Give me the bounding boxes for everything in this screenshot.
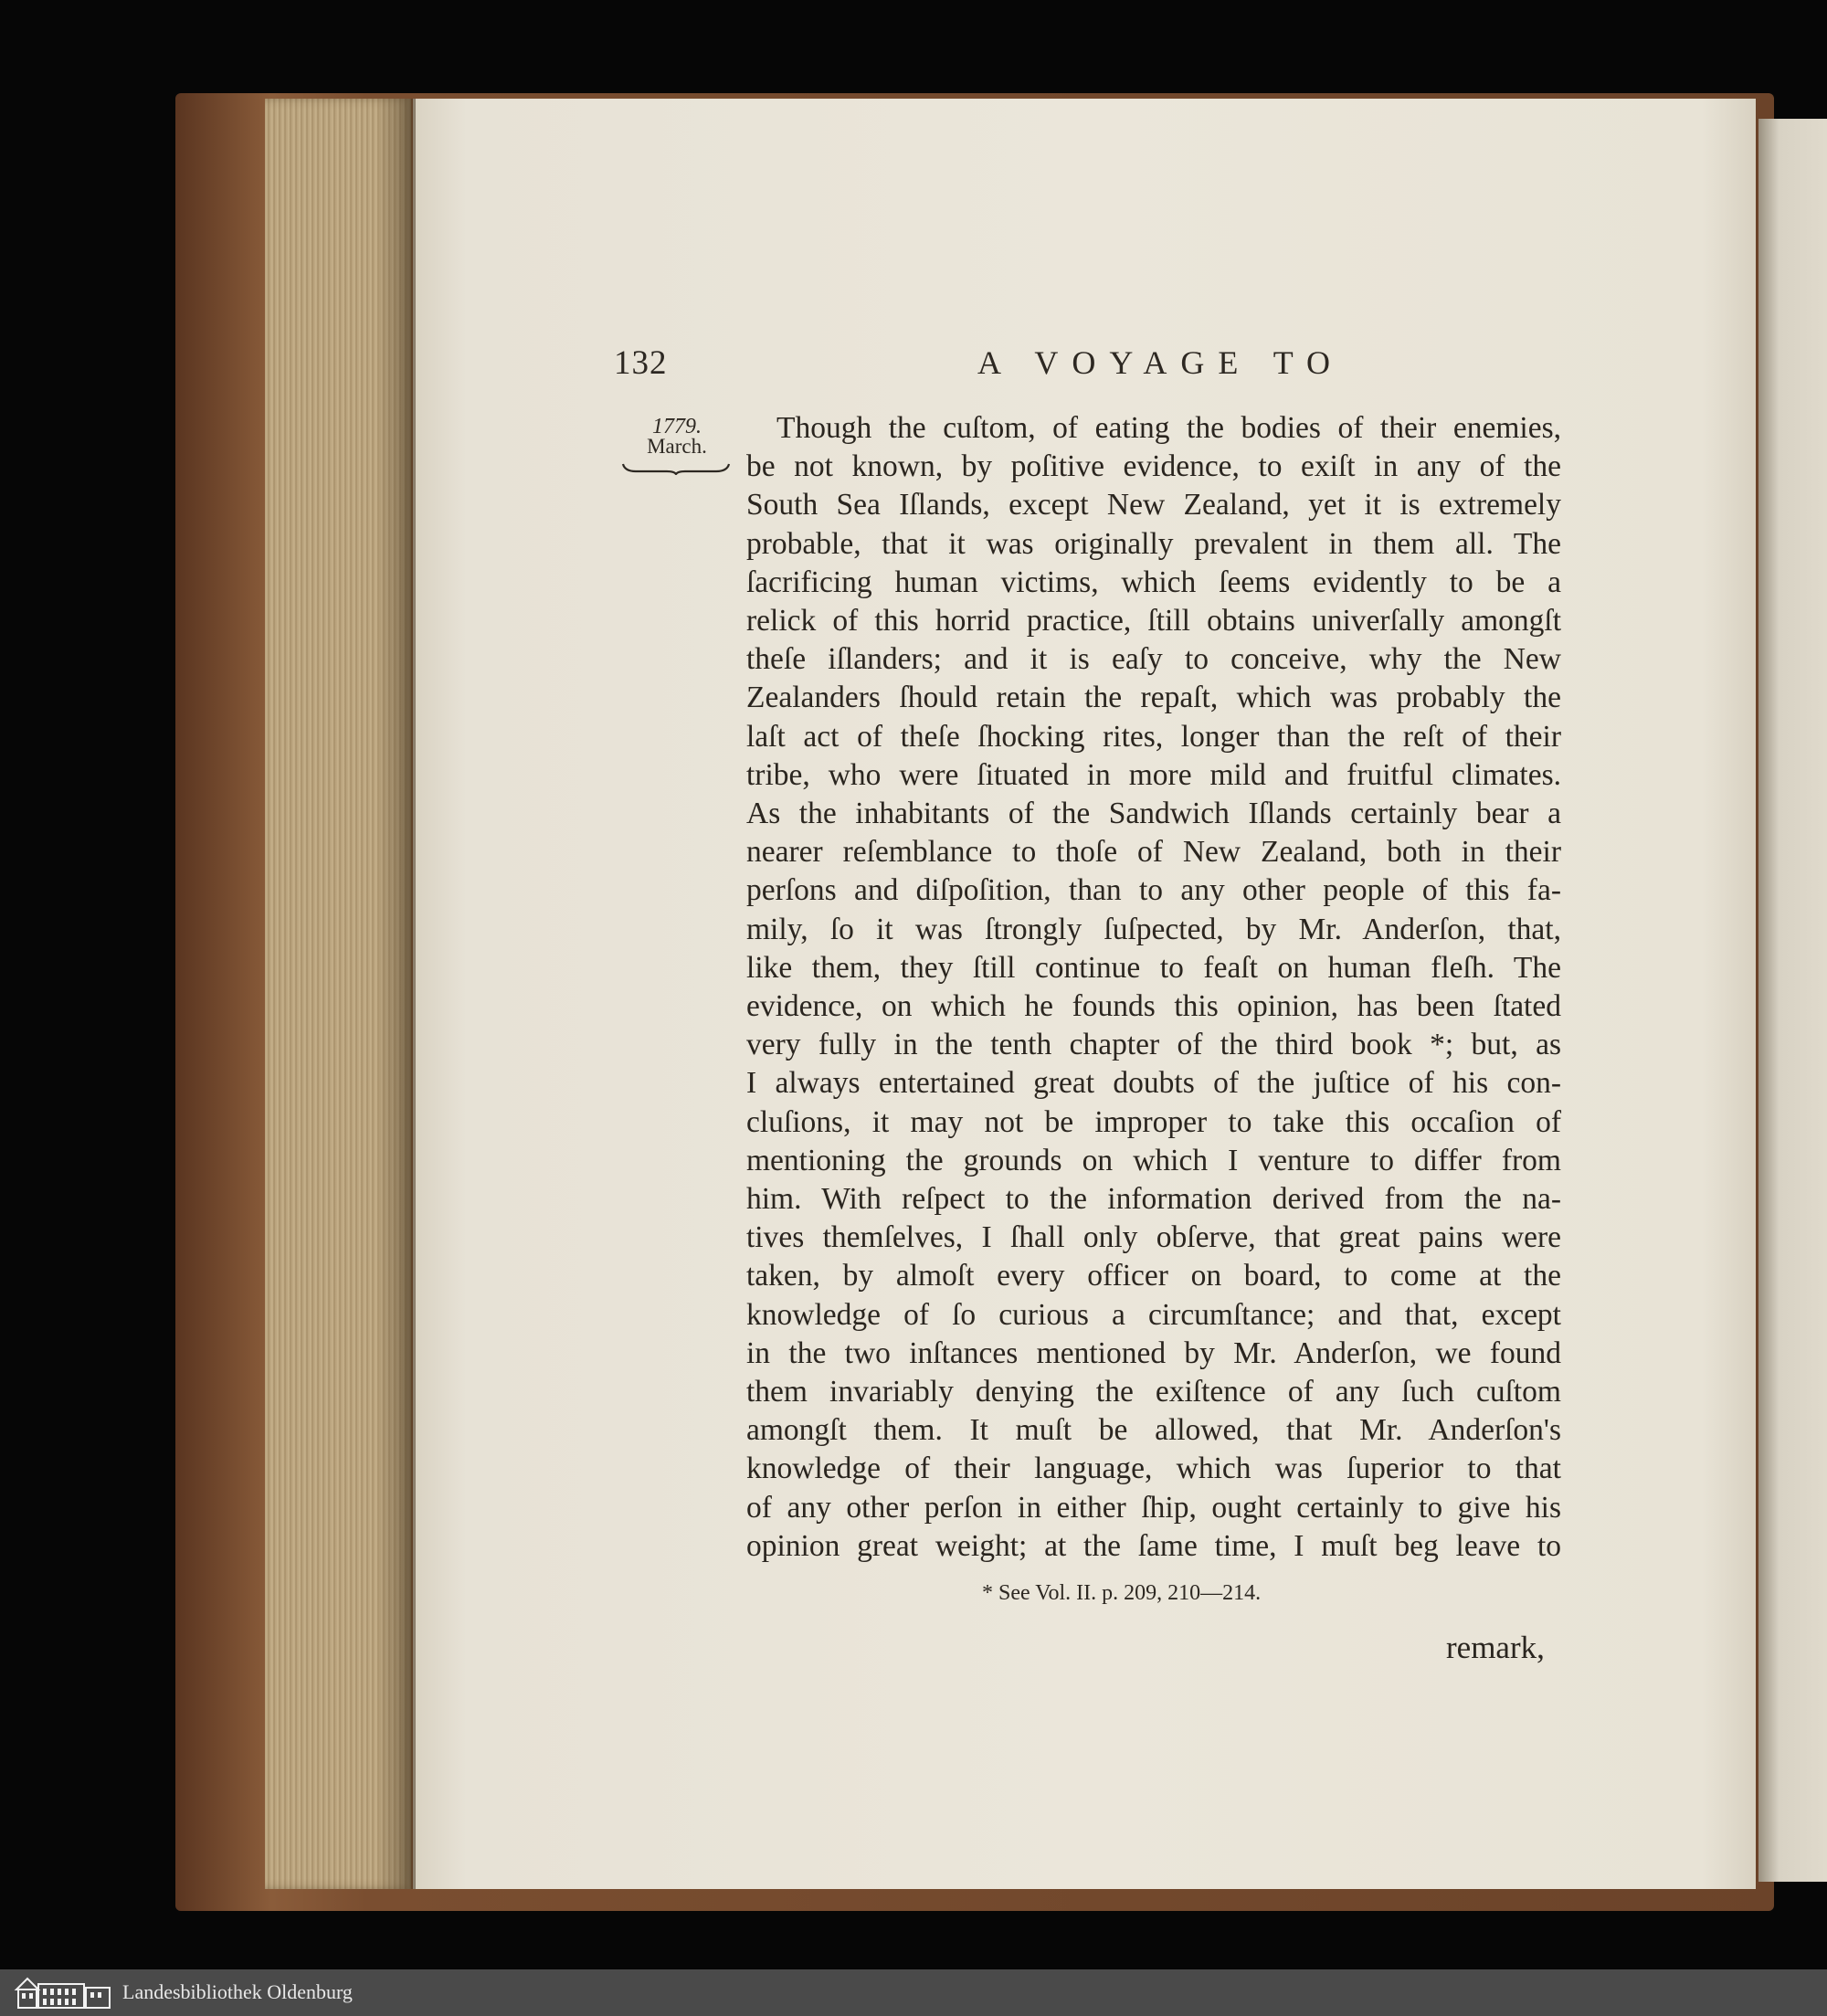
body-line: be not known, by poſitive evidence, to exiſt in any of the [746,449,1561,484]
body-line: mily, ſo it was ſtrongly ſuſpected, by Mr. Anderſon, that, [746,912,1561,946]
body-line: knowledge of ſo curious a circumſtance; and that, except [746,1297,1561,1332]
body-line: theſe iſlanders; and it is eaſy to conceive, why the New [746,642,1561,677]
page-header [0,343,1827,398]
body-text [746,409,1561,1566]
body-line: tives themſelves, I ſhall only obſerve, that great pains were [746,1220,1561,1255]
body-line: laſt act of theſe ſhocking rites, longer than the reſt of their [746,719,1561,754]
body-line: taken, by almoſt every officer on board, to come at the [746,1259,1561,1293]
body-line: them invariably denying the exiſtence of any ſuch cuſtom [746,1375,1561,1409]
footnote: * See Vol. II. p. 209, 210—214. [982,1581,1262,1605]
body-line: I always entertained great doubts of the juſtice of his con- [746,1066,1561,1101]
body-line: Though the cuſtom, of eating the bodies of their enemies, [776,411,1561,445]
body-line: in the two inſtances mentioned by Mr. Anderſon, we found [746,1335,1561,1370]
margin-month: March. [647,435,707,458]
running-title: A VOYAGE TO [977,344,1345,381]
footer-bar [0,1969,1827,2016]
footer-library-name: Landesbibliothek Oldenburg [122,1980,353,2003]
margin-note [627,417,727,479]
body-line: amongſt them. It muſt be allowed, that Mr. Anderſon's [746,1413,1561,1448]
body-line: tribe, who were ſituated in more mild and fruitful climates. [746,757,1561,792]
brace-ornament [621,462,731,475]
body-line: nearer reſemblance to thoſe of New Zealand, both in their [746,835,1561,870]
body-line: evidence, on which he founds this opinion, has been ſtated [746,989,1561,1024]
body-line: mentioning the grounds on which I venture to differ from [746,1143,1561,1177]
body-line: Zealanders ſhould retain the repaſt, which was probably the [746,681,1561,715]
body-line: cluſions, it may not be improper to take this occaſion of [746,1104,1561,1139]
body-line: South Sea Iſlands, except New Zealand, yet it is extremely [746,488,1561,522]
body-line: very fully in the tenth chapter of the third book *; but, as [746,1028,1561,1062]
body-line: knowledge of their language, which was ſuperior to that [746,1451,1561,1486]
body-line: relick of this horrid practice, ſtill obtains univerſally amongſt [746,604,1561,639]
body-line: of any other perſon in either ſhip, ought certainly to give his [746,1490,1561,1525]
library-building-icon [13,1975,113,2011]
body-line: ſacrificing human victims, which ſeems evidently to be a [746,565,1561,599]
body-line: As the inhabitants of the Sandwich Iſlands certainly bear a [746,797,1561,831]
body-line: like them, they ſtill continue to feaſt on human fleſh. The [746,950,1561,985]
body-line: probable, that it was originally prevalent in them all. The [746,526,1561,561]
body-line: him. With reſpect to the information derived from the na- [746,1182,1561,1217]
catchword: remark, [1446,1630,1545,1665]
body-line: opinion great weight; at the ſame time, I muſt beg leave to [746,1528,1561,1563]
page-number: 132 [614,344,668,382]
margin-year: 1779. [652,415,702,438]
body-line: perſons and diſpoſition, than to any other people of this fa- [746,873,1561,908]
